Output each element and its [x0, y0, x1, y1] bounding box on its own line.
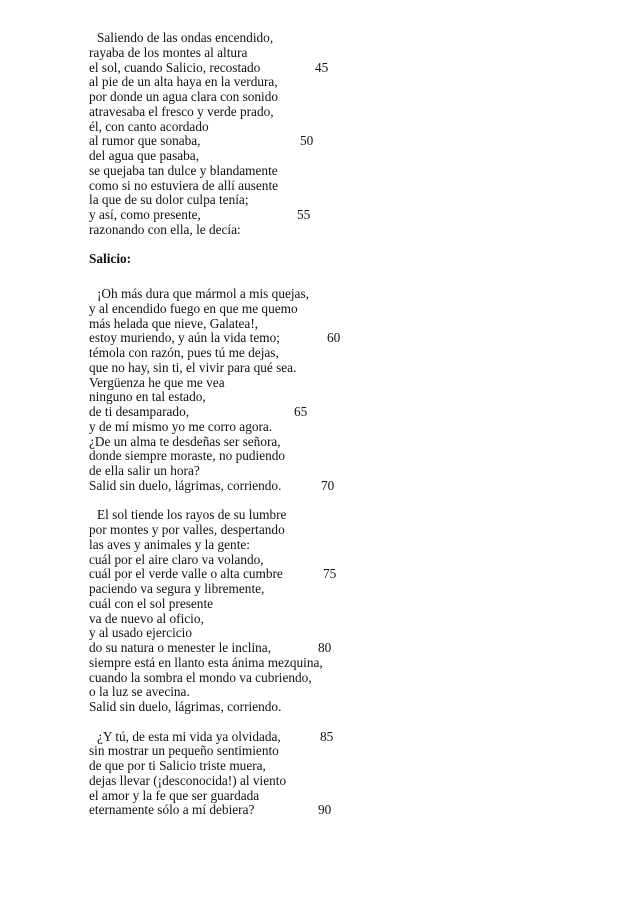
verse-text: cuál por el aire claro va volando, — [89, 551, 264, 567]
verse-text: al rumor que sonaba, — [89, 133, 201, 149]
verse-text: y de mí mismo yo me corro agora. — [89, 418, 273, 434]
verse-text: rayaba de los montes al altura — [89, 44, 248, 60]
verse-text: se quejaba tan dulce y blandamente — [89, 162, 278, 178]
verse-text: Salid sin duelo, lágrimas, corriendo. — [89, 477, 282, 493]
verse-line — [89, 744, 389, 759]
verse-text: Saliendo de las ondas encendido, — [97, 30, 274, 45]
verse-line — [89, 90, 389, 105]
verse-line — [89, 179, 389, 194]
verse-line — [89, 641, 389, 656]
verse-line — [89, 582, 389, 597]
verse-line — [89, 376, 389, 391]
verse-line — [89, 759, 389, 774]
verse-text: que no hay, sin ti, el vivir para qué sea. — [89, 359, 297, 375]
stanza — [89, 31, 389, 238]
verse-line — [89, 612, 389, 627]
verse-text: de que por ti Salicio triste muera, — [89, 758, 266, 773]
verse-line — [89, 567, 389, 582]
verse-text: sin mostrar un pequeño sentimiento — [89, 743, 279, 759]
verse-text: razonando con ella, le decía: — [89, 221, 241, 237]
verse-text: como si no estuviera de allí ausente — [89, 177, 279, 193]
verse-line — [89, 208, 389, 223]
line-number: 85 — [320, 728, 334, 744]
verse-line — [89, 346, 389, 361]
verse-line — [89, 390, 389, 405]
stanza — [89, 730, 389, 819]
verse-line — [89, 671, 389, 686]
verse-line — [89, 626, 389, 641]
verse-line — [89, 149, 389, 164]
verse-line — [89, 420, 389, 435]
verse-text: siempre está en llanto esta ánima mezquina, — [89, 654, 323, 670]
line-number: 60 — [327, 330, 341, 346]
verse-text: por montes y por valles, despertando — [89, 522, 285, 537]
verse-text: y así, como presente, — [89, 207, 201, 222]
verse-line — [89, 361, 389, 376]
poem-speech — [89, 287, 389, 818]
verse-line — [89, 405, 389, 420]
verse-text: o la luz se avecina. — [89, 684, 190, 700]
verse-text: atravesaba el fresco y verde prado, — [89, 103, 274, 119]
verse-text: y al usado ejercicio — [89, 625, 193, 641]
line-number: 90 — [318, 802, 332, 818]
verse-text: estoy muriendo, y aún la vida temo; — [89, 330, 280, 346]
verse-text: ¡Oh más dura que mármol a mis quejas, — [97, 286, 309, 301]
verse-text: dejas llevar (¡desconocida!) al viento — [89, 772, 287, 788]
verse-text: Vergüenza he que me vea — [89, 374, 225, 390]
verse-text: donde siempre moraste, no pudiendo — [89, 448, 286, 464]
verse-line — [89, 730, 389, 745]
verse-text: do su natura o menester le inclina, — [89, 640, 272, 655]
verse-line — [89, 193, 389, 208]
verse-text: ¿De un alma te desdeñas ser señora, — [89, 433, 281, 449]
verse-text: ¿Y tú, de esta mi vida ya olvidada, — [97, 728, 281, 744]
verse-line — [89, 449, 389, 464]
line-number: 55 — [297, 207, 311, 222]
verse-text: el sol, cuando Salicio, recostado — [89, 59, 261, 75]
speaker-name: Salicio: — [89, 251, 132, 267]
verse-text: cuando la sombra el mondo va cubriendo, — [89, 669, 312, 685]
verse-line — [89, 508, 389, 523]
poem-intro — [89, 31, 389, 238]
verse-line — [89, 331, 389, 346]
verse-text: de ti desamparado, — [89, 404, 190, 419]
verse-line — [89, 597, 389, 612]
verse-line — [89, 164, 389, 179]
stanza — [89, 287, 389, 494]
verse-line — [89, 317, 389, 332]
verse-text: el amor y la fe que ser guardada — [89, 787, 260, 803]
verse-text: la que de su dolor culpa tenía; — [89, 192, 249, 208]
verse-line — [89, 302, 389, 317]
verse-text: cuál con el sol presente — [89, 595, 214, 611]
verse-text: del agua que pasaba, — [89, 148, 200, 163]
stanza — [89, 508, 389, 715]
verse-text: él, con canto acordado — [89, 118, 209, 134]
verse-line — [89, 31, 389, 46]
verse-text: eternamente sólo a mí debiera? — [89, 802, 255, 818]
verse-line — [89, 774, 389, 789]
verse-line — [89, 700, 389, 715]
verse-line — [89, 61, 389, 76]
verse-line — [89, 287, 389, 302]
verse-line — [89, 523, 389, 538]
verse-line — [89, 789, 389, 804]
verse-line — [89, 435, 389, 450]
verse-text: por donde un agua clara con sonido — [89, 89, 279, 104]
verse-line — [89, 105, 389, 120]
line-number: 75 — [323, 566, 337, 582]
verse-text: Salid sin duelo, lágrimas, corriendo. — [89, 699, 282, 714]
line-number: 65 — [294, 404, 308, 419]
verse-line — [89, 46, 389, 61]
verse-line — [89, 464, 389, 479]
verse-line — [89, 553, 389, 568]
verse-text: al pie de un alta haya en la verdura, — [89, 74, 278, 90]
verse-text: va de nuevo al oficio, — [89, 610, 204, 626]
line-number: 80 — [318, 640, 332, 655]
verse-text: cuál por el verde valle o alta cumbre — [89, 566, 283, 582]
verse-text: paciendo va segura y libremente, — [89, 581, 265, 596]
verse-line — [89, 134, 389, 149]
line-number: 45 — [315, 59, 329, 75]
verse-line — [89, 803, 389, 818]
verse-line — [89, 656, 389, 671]
verse-text: y al encendido fuego en que me quemo — [89, 300, 298, 316]
poem-page — [89, 31, 389, 833]
verse-line — [89, 120, 389, 135]
line-number: 50 — [300, 133, 314, 149]
verse-line — [89, 223, 389, 238]
verse-line — [89, 538, 389, 553]
verse-text: El sol tiende los rayos de su lumbre — [97, 507, 287, 523]
verse-text: de ella salir un hora? — [89, 463, 200, 478]
verse-line — [89, 685, 389, 700]
line-number: 70 — [321, 477, 335, 493]
verse-text: témola con razón, pues tú me dejas, — [89, 345, 279, 360]
verse-text: más helada que nieve, Galatea!, — [89, 315, 259, 331]
verse-line — [89, 75, 389, 90]
verse-text: las aves y animales y la gente: — [89, 536, 250, 552]
verse-text: ninguno en tal estado, — [89, 389, 206, 405]
verse-line — [89, 479, 389, 494]
